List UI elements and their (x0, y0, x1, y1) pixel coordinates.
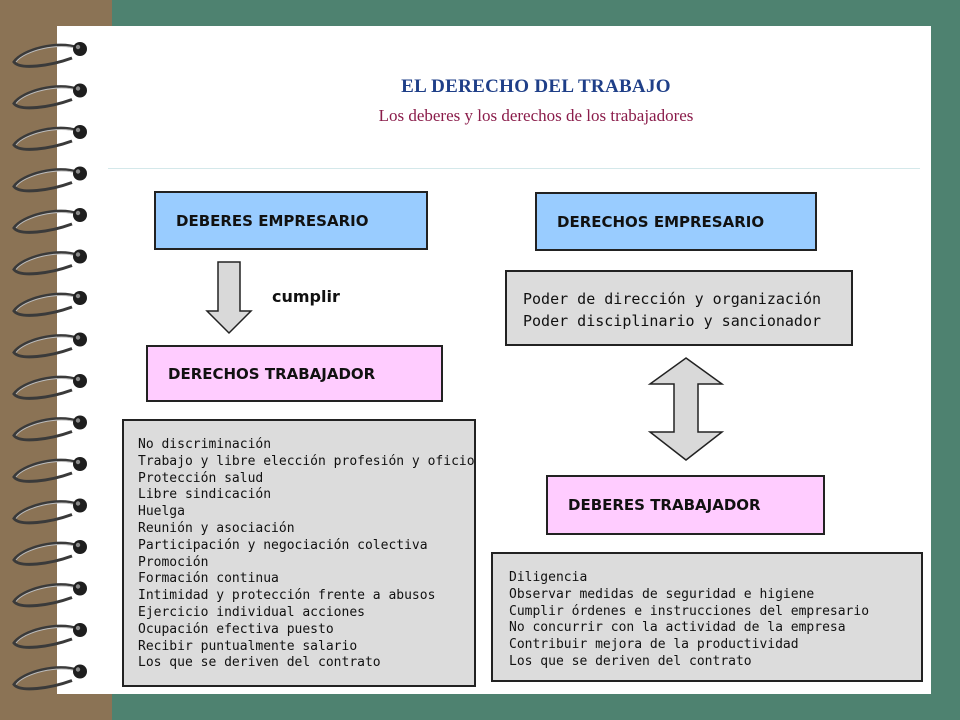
page-title: EL DERECHO DEL TRABAJO (401, 76, 671, 97)
derecho-item: Trabajo y libre elección profesión y oficio (138, 453, 475, 469)
derecho-item: Ejercicio individual acciones (138, 604, 365, 620)
derecho-item: Participación y negociación colectiva (138, 537, 428, 553)
derecho-item: Reunión y asociación (138, 520, 295, 536)
derecho-item: Promoción (138, 554, 209, 570)
derechos-empresario-label: DERECHOS EMPRESARIO (557, 212, 765, 231)
page-subtitle: Los deberes y los derechos de los trabajadores (378, 106, 694, 125)
poder-item: Poder disciplinario y sancionador (523, 312, 822, 330)
poder-item: Poder de dirección y organización (523, 290, 822, 308)
derecho-item: No discriminación (138, 437, 272, 452)
cumplir-label: cumplir (272, 287, 340, 306)
deberes-trabajador-label: DEBERES TRABAJADOR (568, 496, 761, 514)
deber-item: Observar medidas de seguridad e higiene (509, 586, 815, 602)
deber-item: Contribuir mejora de la productividad (509, 637, 799, 653)
deber-item: No concurrir con la actividad de la empresa (509, 620, 846, 636)
derecho-item: Intimidad y protección frente a abusos (138, 588, 436, 604)
derecho-item: Protección salud (138, 470, 264, 486)
deber-item: Los que se deriven del contrato (509, 653, 752, 669)
derechos-trabajador-label: DERECHOS TRABAJADOR (168, 364, 376, 383)
derecho-item: Huelga (138, 504, 185, 520)
deber-item: Diligencia (509, 570, 588, 585)
deber-item: Cumplir órdenes e instrucciones del empresario (509, 603, 870, 619)
bidirectional-arrow (650, 358, 722, 460)
derecho-item: Los que se deriven del contrato (138, 655, 381, 671)
derecho-item: Recibir puntualmente salario (138, 638, 358, 654)
derecho-item: Ocupación efectiva puesto (138, 621, 334, 637)
derecho-item: Libre sindicación (138, 487, 272, 503)
deberes-empresario-label: DEBERES EMPRESARIO (176, 211, 369, 230)
derecho-item: Formación continua (138, 571, 279, 587)
cumplir-down-arrow (207, 262, 251, 333)
